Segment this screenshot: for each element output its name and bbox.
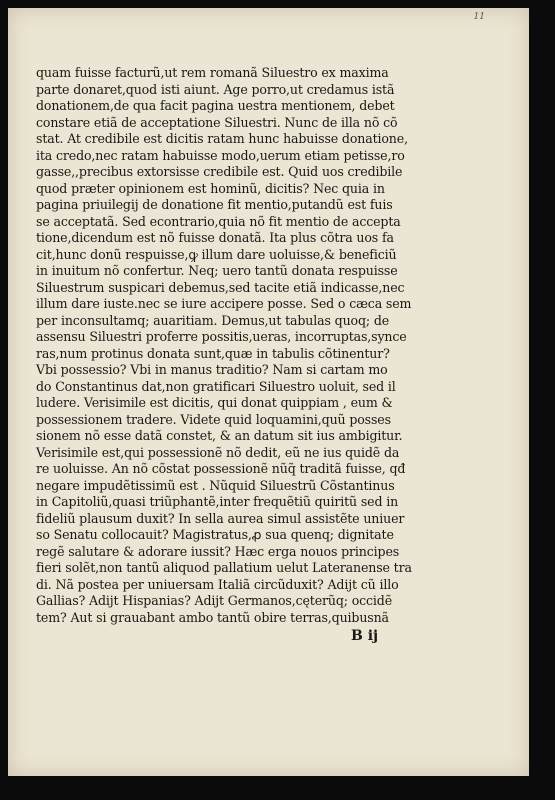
text-line: Vbi possessio? Vbi in manus traditio? Nam si cartam mo [36, 362, 388, 377]
text-line: illum dare iuste.nec se iure accipere posse. Sed o cæca sem [36, 296, 412, 311]
text-line: possessionem tradere. Videte quid loquamini,quũ posses [36, 411, 391, 427]
text-line: di. Nã postea per uniuersam Italiã circũduxit? Adijt cũ illo [36, 576, 399, 592]
text-line: negare impudẽtissimũ est . Nũquid Siluestrũ Cõstantinus [36, 477, 395, 493]
text-line: quod præter opinionem est hominũ, dicitis? Nec quia in [36, 180, 385, 196]
text-line: tem? Aut si grauabant ambo tantũ obire terras,quibusnã [36, 609, 389, 625]
text-line: regẽ salutare & adorare iussit? Hæc erga nouos principes [36, 543, 400, 559]
text-line: ludere. Verisimile est dicitis, qui donat quippiam , eum & [36, 395, 393, 410]
text-line: so Senatu collocauit? Magistratus,ꝓ sua quenq; dignitate [36, 527, 394, 542]
text-line: cit,hunc donũ respuisse,ꝙ illum dare uoluisse,& beneficiũ [36, 246, 397, 262]
book-page [8, 8, 529, 776]
text-line: ita credo,nec ratam habuisse modo,uerum etiam petisse,ro [36, 147, 405, 163]
text-line: do Constantinus dat,non gratificari Siluestro uoluit, sed il [36, 378, 396, 394]
text-line: ras,num protinus donata sunt,quæ in tabulis cõtinentur? [36, 345, 390, 361]
text-line: fieri solẽt,non tantũ aliquod pallatium uelut Lateranense tra [36, 560, 412, 575]
text-line: Gallias? Adijt Hispanias? Adijt Germanos,cęterũq; occidẽ [36, 593, 393, 608]
text-block [36, 65, 476, 626]
folio-number: 11 [473, 12, 485, 22]
text-line: pagina priuilegij de donatione fit mentio,putandũ est fuis [36, 197, 393, 212]
text-line: Verisimile est,qui possessionẽ nõ dedit, eũ ne ius quidẽ da [36, 444, 400, 460]
text-line: quam fuisse facturũ,ut rem romanã Siluestro ex maxima [36, 65, 389, 80]
text-line: fideliũ plausum duxit? In sella aurea simul assistẽte uniuer [36, 510, 405, 526]
text-line: stat. At credibile est dicitis ratam hunc habuisse donatione, [36, 131, 408, 146]
text-line: constare etiã de acceptatione Siluestri. Nunc de illa nõ cõ [36, 114, 398, 130]
text-line: re uoluisse. An nõ cõstat possessionẽ nũq̃ traditã fuisse, qđ [36, 461, 406, 476]
text-line: in Capitoliũ,quasi triũphantẽ,inter frequẽtiũ quiritũ sed in [36, 494, 399, 509]
text-line: gasse,,precibus extorsisse credibile est. Quid uos credibile [36, 164, 403, 179]
text-line: se acceptatã. Sed econtrario,quia nõ fit mentio de accepta [36, 213, 401, 229]
text-line: tione,dicendum est nõ fuisse donatã. Ita plus cõtra uos fa [36, 230, 394, 245]
text-line: parte donaret,quod isti aiunt. Age porro,ut credamus istã [36, 81, 395, 97]
text-line: in inuitum nõ confertur. Neq; uero tantũ donata respuisse [36, 263, 398, 278]
text-line: per inconsultamq; auaritiam. Demus,ut tabulas quoq; de [36, 312, 390, 328]
text-line: Siluestrum suspicari debemus,sed tacite etiã indicasse,nec [36, 279, 405, 295]
signature-mark: B ij [351, 628, 379, 644]
text-line: sionem nõ esse datã constet, & an datum sit ius ambigitur. [36, 428, 403, 443]
text-line: donationem,de qua facit pagina uestra mentionem, debet [36, 98, 395, 113]
text-line: assensu Siluestri proferre possitis,ueras, incorruptas,synce [36, 329, 407, 344]
